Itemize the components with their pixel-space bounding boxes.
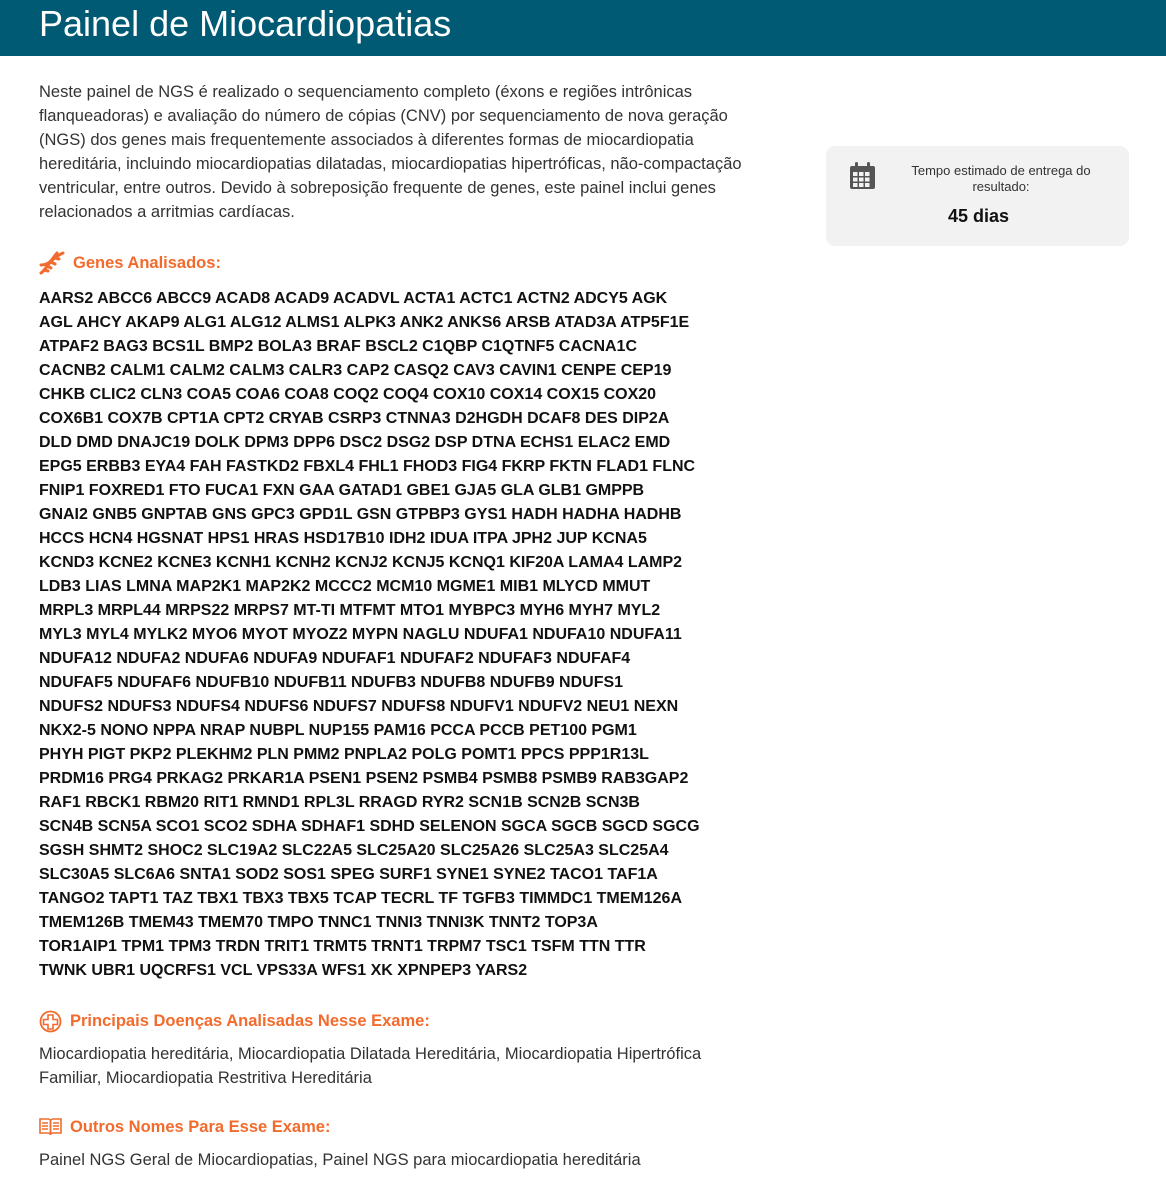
gene-list-line: COX6B1 COX7B CPT1A CPT2 CRYAB CSRP3 CTNNA3 D2HGDH DCAF8 DES DIP2A (39, 410, 670, 427)
panel-description: Neste painel de NGS é realizado o sequenciamento completo (éxons e regiões intrônicas flanqueadoras) e avaliação do número de cópias (CNV) por sequenciamento de nova geração (NGS) dos genes mais frequentemente associados à diferentes formas de miocardiopatia hereditária, incluindo miocardiopatias dilatadas, miocardiopatias hipertróficas, não-compactação ventricular, entre outros. Devido à sobreposição frequente de genes, este painel inclui genes relacionados a arritmias cardíacas. (39, 83, 742, 221)
calendar-icon (849, 162, 876, 190)
gene-list-line: KCND3 KCNE2 KCNE3 KCNH1 KCNH2 KCNJ2 KCNJ5 KCNQ1 KIF20A LAMA4 LAMP2 (39, 554, 683, 571)
medical-cross-icon (39, 1010, 62, 1033)
gene-list-line: SCN4B SCN5A SCO1 SCO2 SDHA SDHAF1 SDHD SELENON SGCA SGCB SGCD SGCG (39, 818, 700, 835)
page-header (0, 0, 1166, 56)
delivery-time-card (826, 146, 1129, 246)
diseases-title: Principais Doenças Analisadas Nesse Exame: (70, 1012, 430, 1030)
gene-list-line: ATPAF2 BAG3 BCS1L BMP2 BOLA3 BRAF BSCL2 C1QBP C1QTNF5 CACNA1C (39, 338, 638, 355)
gene-list-line: HCCS HCN4 HGSNAT HPS1 HRAS HSD17B10 IDH2 IDUA ITPA JPH2 JUP KCNA5 (39, 530, 647, 547)
diseases-text: Miocardiopatia hereditária, Miocardiopatia Dilatada Hereditária, Miocardiopatia Hipertrófica Familiar, Miocardiopatia Restritiva Hereditária (39, 1045, 702, 1087)
delivery-time-value: 45 dias (947, 206, 1010, 226)
gene-list-line: NKX2-5 NONO NPPA NRAP NUBPL NUP155 PAM16 PCCA PCCB PET100 PGM1 (39, 722, 637, 739)
gene-list-line: TWNK UBR1 UQCRFS1 VCL VPS33A WFS1 XK XPNPEP3 YARS2 (39, 962, 528, 979)
gene-list-line: MYL3 MYL4 MYLK2 MYO6 MYOT MYOZ2 MYPN NAGLU NDUFA1 NDUFA10 NDUFA11 (39, 626, 682, 643)
gene-list-line: GNAI2 GNB5 GNPTAB GNS GPC3 GPD1L GSN GTPBP3 GYS1 HADH HADHA HADHB (39, 506, 682, 523)
gene-list-line: TOR1AIP1 TPM1 TPM3 TRDN TRIT1 TRMT5 TRNT1 TRPM7 TSC1 TSFM TTN TTR (39, 938, 646, 955)
gene-list-line: DLD DMD DNAJC19 DOLK DPM3 DPP6 DSC2 DSG2 DSP DTNA ECHS1 ELAC2 EMD (39, 434, 671, 451)
page-title: Painel de Miocardiopatias (39, 3, 452, 44)
gene-list-line: NDUFA12 NDUFA2 NDUFA6 NDUFA9 NDUFAF1 NDUFAF2 NDUFAF3 NDUFAF4 (39, 650, 631, 667)
genes-title: Genes Analisados: (73, 253, 221, 272)
delivery-time-label: Tempo estimado de entrega do resultado: (911, 163, 1091, 194)
gene-list-line: TANGO2 TAPT1 TAZ TBX1 TBX3 TBX5 TCAP TECRL TF TGFB3 TIMMDC1 TMEM126A (39, 890, 683, 907)
gene-list-line: NDUFAF5 NDUFAF6 NDUFB10 NDUFB11 NDUFB3 NDUFB8 NDUFB9 NDUFS1 (39, 674, 624, 691)
other-names-text: Painel NGS Geral de Miocardiopatias, Painel NGS para miocardiopatia hereditária (39, 1151, 641, 1169)
gene-list-line: AARS2 ABCC6 ABCC9 ACAD8 ACAD9 ACADVL ACTA1 ACTC1 ACTN2 ADCY5 AGK (39, 290, 668, 307)
gene-list-line: RAF1 RBCK1 RBM20 RIT1 RMND1 RPL3L RRAGD RYR2 SCN1B SCN2B SCN3B (39, 794, 640, 811)
gene-list-line: EPG5 ERBB3 EYA4 FAH FASTKD2 FBXL4 FHL1 FHOD3 FIG4 FKRP FKTN FLAD1 FLNC (39, 458, 696, 475)
gene-list-line: FNIP1 FOXRED1 FTO FUCA1 FXN GAA GATAD1 GBE1 GJA5 GLA GLB1 GMPPB (39, 482, 645, 499)
gene-list-line: SLC30A5 SLC6A6 SNTA1 SOD2 SOS1 SPEG SURF1 SYNE1 SYNE2 TACO1 TAF1A (39, 866, 658, 883)
gene-list-line: CHKB CLIC2 CLN3 COA5 COA6 COA8 COQ2 COQ4 COX10 COX14 COX15 COX20 (39, 386, 657, 403)
gene-list-line: CACNB2 CALM1 CALM2 CALM3 CALR3 CAP2 CASQ2 CAV3 CAVIN1 CENPE CEP19 (39, 362, 672, 379)
gene-list-line: TMEM126B TMEM43 TMEM70 TMPO TNNC1 TNNI3 TNNI3K TNNT2 TOP3A (39, 914, 598, 931)
book-icon (39, 1117, 62, 1137)
genes-section-title (39, 251, 221, 275)
gene-list-line: SGSH SHMT2 SHOC2 SLC19A2 SLC22A5 SLC25A20 SLC25A26 SLC25A3 SLC25A4 (39, 842, 669, 859)
other-names-title: Outros Nomes Para Esse Exame: (70, 1117, 331, 1136)
gene-list-line: NDUFS2 NDUFS3 NDUFS4 NDUFS6 NDUFS7 NDUFS8 NDUFV1 NDUFV2 NEU1 NEXN (39, 698, 679, 715)
other-names-section-title (39, 1117, 330, 1137)
gene-list (39, 287, 700, 983)
dna-icon (39, 251, 65, 275)
gene-list-line: LDB3 LIAS LMNA MAP2K1 MAP2K2 MCCC2 MCM10 MGME1 MIB1 MLYCD MMUT (39, 578, 651, 595)
gene-list-line: AGL AHCY AKAP9 ALG1 ALG12 ALMS1 ALPK3 ANK2 ANKS6 ARSB ATAD3A ATP5F1E (39, 314, 690, 331)
diseases-section-title (39, 1010, 430, 1033)
gene-list-line: PRDM16 PRG4 PRKAG2 PRKAR1A PSEN1 PSEN2 PSMB4 PSMB8 PSMB9 RAB3GAP2 (39, 770, 689, 787)
gene-list-line: MRPL3 MRPL44 MRPS22 MRPS7 MT-TI MTFMT MTO1 MYBPC3 MYH6 MYH7 MYL2 (39, 602, 661, 619)
gene-list-line: PHYH PIGT PKP2 PLEKHM2 PLN PMM2 PNPLA2 POLG POMT1 PPCS PPP1R13L (39, 746, 649, 763)
